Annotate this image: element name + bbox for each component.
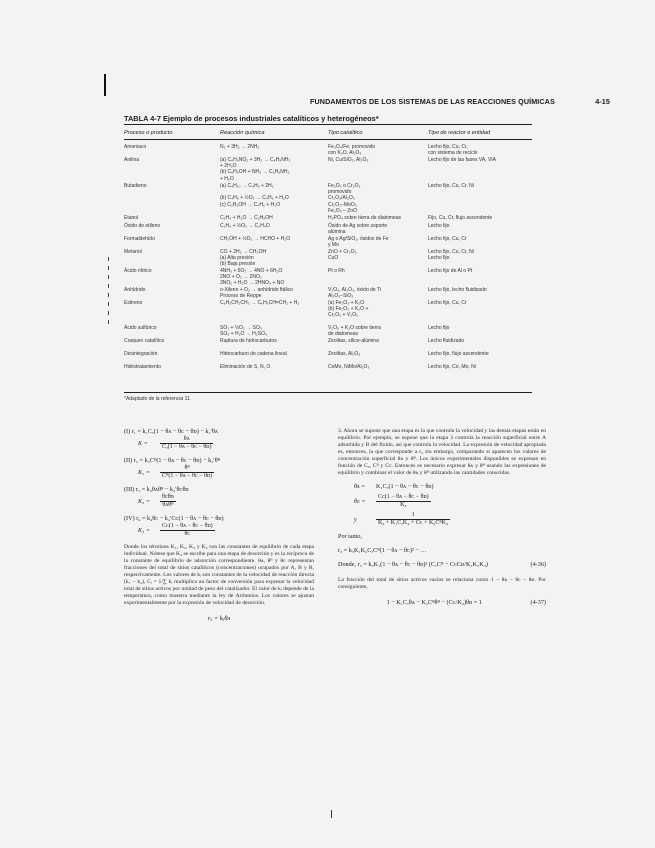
reaction-cell: SO₂ + ½O₂ → SO₃ SO₃ + H₂O → H₂SO₄ <box>220 325 267 338</box>
constant-lhs: K = <box>138 439 148 447</box>
donde-equation <box>338 561 546 569</box>
table-row <box>124 249 532 268</box>
equation-lhs: θᴄ = <box>354 497 366 505</box>
table-row <box>124 364 532 377</box>
catalyst-cell: Pt o Rh <box>328 268 345 274</box>
equation-line <box>354 483 546 491</box>
denominator: θᴀθᴮ <box>162 502 174 508</box>
equation-block <box>124 428 314 451</box>
table-row <box>124 236 532 249</box>
denominator: Cᴮ(1 − θᴀ − θᴄ − θᴅ) <box>162 473 213 479</box>
denominator: K₄ <box>400 502 407 508</box>
table-title: TABLA 4-7 Ejemplo de procesos industriales catalíticos y heterogéneos* <box>124 114 379 123</box>
catalyst-cell: Ag o Ag/SiO₂, óxidos de Fe y Mo <box>328 236 389 249</box>
catalyst-cell: Zeolitas, Al₂O₃ <box>328 351 361 357</box>
donde-equation-text: Donde, r₃ = k₃K₁(1 − θᴀ − θᴄ − θᴅ)² (CₐCᴮ − CᴄCᴅ/K₁K₂K₃) <box>338 561 488 568</box>
denominator: θᴄ <box>184 531 191 537</box>
equation-line <box>354 494 546 509</box>
reaction-cell: (a) C₆H₅NO₂ + 3H₂ → C₆H₅NH₂ + 2H₂O (b) C₆H₅OH + NH₃ → C₆H₅NH₂ + H₂O <box>220 157 291 182</box>
numerator: θᴀ <box>160 436 213 444</box>
equation-number-4-36: (4-36) <box>530 561 546 568</box>
margin-rule <box>104 74 106 96</box>
process-cell: Anhídrido <box>124 287 146 293</box>
reactor-cell: Lecho fijo, Cu, Cr, Ni <box>428 183 474 189</box>
table-row <box>124 325 532 338</box>
equation-list-left <box>124 428 314 538</box>
catalyst-cell: Óxido de Ag sobre soporte alúmina <box>328 223 388 236</box>
reactor-cell: Lecho fijo <box>428 325 450 331</box>
process-cell: Ácido sulfúrico <box>124 325 157 331</box>
fraction <box>160 436 213 451</box>
equation-lhs: (I) r₁ = <box>124 428 141 435</box>
process-cell: Butadieno <box>124 183 147 189</box>
equation-lhs: θᴀ = <box>354 483 366 490</box>
equation-constant <box>124 523 314 538</box>
process-cell: Formaldehído <box>124 236 155 242</box>
rate-r3-equation: r₃ = k₃K₁K₂CₐCᴮ(1 − θᴀ − θᴄ)² − … <box>338 547 427 554</box>
reaction-cell: N₂ + 3H₂ → 2NH₃ <box>220 144 260 150</box>
por-tanto-label: Por tanto, <box>338 533 363 540</box>
equation-lhs: (III) r₃ = <box>124 486 146 493</box>
table-row <box>124 215 532 223</box>
denominator: Cₐ(1 − θᴀ − θᴄ − θᴅ) <box>162 444 212 450</box>
equation-rate <box>124 457 314 465</box>
reactor-cell: Lecho fijo, Cu, Cr <box>428 236 467 242</box>
table-header-reaction: Reacción química <box>220 130 265 136</box>
equation-rate <box>124 515 314 523</box>
reaction-cell: o-Xileno + O₂ → anhídrido ftálico Proceso de Reppe <box>220 287 293 300</box>
equation-rhs: k₁Cₐ(1 − θᴀ − θᴄ − θᴅ) − k₁′θᴀ <box>142 428 219 435</box>
left-column <box>124 428 314 622</box>
right-column <box>338 428 546 607</box>
table-row <box>124 338 532 351</box>
process-cell: Ácido nítrico <box>124 268 152 274</box>
table-row <box>124 223 532 236</box>
process-cell: Desintegración <box>124 351 158 357</box>
reaction-cell: CH₃OH + ½O₂ → HCHO + H₂O <box>220 236 291 242</box>
running-head-title: FUNDAMENTOS DE LOS SISTEMAS DE LAS REACCIONES QUÍMICAS <box>310 97 555 106</box>
site-balance-text: 1 − K₁Cₐθᴀ − K₂Cᴮθᴮ − (Cᴄ/K₄)θᴅ = 1 <box>386 599 482 606</box>
table-row <box>124 351 532 364</box>
equation-lhs: (IV) r₄ = <box>124 515 146 522</box>
process-cell: Anilina <box>124 157 140 163</box>
reactor-cell: Lecho fijo de las fases VA, VIA <box>428 157 497 163</box>
table-bottom-rule <box>124 392 532 393</box>
reaction-cell: C₂H₄ + H₂O → C₂H₅OH <box>220 215 273 221</box>
equation-number-4-37: (4-37) <box>530 599 546 606</box>
process-cell: Amoniaco <box>124 144 147 150</box>
table-header-reactor: Tipo de reactor o entidad <box>428 130 491 136</box>
reactor-cell: Lecho fijo de Al o Pt <box>428 268 473 274</box>
table-row <box>124 144 532 157</box>
reactor-cell: Lecho fijo <box>428 223 450 229</box>
margin-marks <box>108 257 109 327</box>
equation-block <box>124 486 314 509</box>
equation-rate <box>124 428 314 436</box>
fraction <box>376 494 431 509</box>
process-cell: Óxido de etileno <box>124 223 161 229</box>
fraction <box>160 465 214 480</box>
catalyst-cell: Fe₂O₃ o Cr₂O₃ promovido Cr₂O₃/Al₂O₃ Cr₂O₃–MoO₃ Fe₂O₃ – ZnO <box>328 183 361 214</box>
equation-rhs: k₃θᴀθᴮ − k₃′θᴄθᴅ <box>146 486 189 493</box>
reactor-cell: Lecho fijo, lecho fluidizado <box>428 287 487 293</box>
fraction <box>376 512 450 527</box>
numerator: θᴄθᴅ <box>162 494 174 500</box>
catalyst-cell: ZnO + Cr₂O₃ CuO <box>328 249 357 262</box>
equation-constant <box>124 436 314 451</box>
page-number: 4-15 <box>595 97 610 106</box>
numerator: Cᴄ(1 − θᴀ − θᴄ − θᴅ) <box>378 494 429 500</box>
catalyst-cell: Fe₃O₄/Fe, promovido con K₂O, Al₂O₃ <box>328 144 376 157</box>
equation-rhs: K₁Cₐ(1 − θᴀ − θᴄ − θᴅ) <box>376 483 434 490</box>
table-header-catalyst: Tipo catalítico <box>328 130 363 136</box>
equation-constant <box>124 465 314 480</box>
numerator: θᴮ <box>160 465 214 473</box>
process-cell: Estireno <box>124 300 143 306</box>
denominator: K₄ + K₁CₐK₄ + Cᴄ + K₂CᴮK₄ <box>378 520 449 526</box>
constant-lhs: K₂ = <box>138 468 151 476</box>
process-cell: Hidrotratamiento <box>124 364 161 370</box>
equation-rate <box>124 486 314 494</box>
equation-list-right <box>338 483 546 527</box>
equation-constant <box>124 494 314 509</box>
equation-block <box>124 515 314 538</box>
reaction-cell: CO + 2H₂ → CH₃OH (a) Alta presión (b) Baja presión <box>220 249 267 268</box>
right-paragraph-2: La fracción del total de sitios activos vacíos se relaciona como 1 − θᴀ − θᴄ − θᴅ. Por consiguiente, <box>338 577 546 590</box>
catalyst-cell: Zeolitas, sílice-alúmina <box>328 338 379 344</box>
numerator: 1 <box>376 512 450 520</box>
process-cell: Metanol <box>124 249 142 255</box>
right-paragraph-1: 3. Ahora se supone que una etapa es la que controla la velocidad y las demás etapas están en equilibrio. Por ejemplo, se supone que la etapa 3 controla la reacción superficial entre A adsorbida y B del fluido, así que controla la velocidad. La expresión de velocidad apropiada es, entonces, la que corresponde a r₃ sin embargo, comparando si aparecen los valores de concentración superficial θᴀ y θᴮ. Los únicos experimentales disponibles se expresan en función de Cₐ, Cᴮ y Cᴄ. Entonces es necesario expresar θᴀ y θᴮ usando las expresiones de equilibrio y combinar el valor de θᴀ y θᴮ utilizando las cantidades conocidas. <box>338 428 546 476</box>
fraction <box>160 494 176 509</box>
equation-line <box>354 512 546 527</box>
catalytic-process-table <box>124 144 532 377</box>
table-row <box>124 287 532 300</box>
equation-lhs: y <box>354 515 357 523</box>
running-head <box>310 97 610 106</box>
site-balance-equation <box>338 599 546 607</box>
reaction-cell: Eliminación de S, N, O <box>220 364 271 370</box>
catalyst-cell: V₂O₅ + K₂O sobre tierra de diatomeas <box>328 325 381 338</box>
rate-equation: rₐ = kₐθᴀ <box>207 615 231 622</box>
reaction-cell: (a) C₄H₁₀ → C₄H₆ + 2H₂ (b) C₄H₈ + ½O₂ → C₄H₆ + H₂O (c) C₂H₅OH → C₄H₆ + H₂O <box>220 183 289 208</box>
process-cell: Etanol <box>124 215 139 221</box>
table-footnote: *Adaptado de la referencia 11. <box>124 396 192 402</box>
table-row <box>124 300 532 325</box>
numerator: Cᴄ(1 − θᴀ − θᴄ − θᴅ) <box>162 523 213 529</box>
table-top-rule <box>124 124 532 125</box>
column-divider <box>331 810 332 818</box>
catalyst-cell: (a) Fe₂O₃ + K₂O (b) Fe₂O₃ + K₂O + Cr₂O₃ + V₂O₅ <box>328 300 369 319</box>
table-row <box>124 268 532 287</box>
reaction-cell: Ruptura de hidrocarburos <box>220 338 277 344</box>
table-header-process: Proceso o producto <box>124 130 173 136</box>
reactor-cell: Lecho fijo, Co, Mo, Ni <box>428 364 476 370</box>
reactor-cell: Lecho fijo, Cu, Cr, con sistema de reciclo <box>428 144 478 157</box>
equation-rhs: k₄θᴄ − k₄′Cᴄ(1 − θᴀ − θᴄ − θᴅ) <box>147 515 224 522</box>
constant-lhs: K₄ = <box>138 526 151 534</box>
constant-lhs: K₃ = <box>138 497 151 505</box>
catalyst-cell: V₂O₅, Al₂O₃, óxido de Ti Al₂O₃–SiO₂ <box>328 287 381 300</box>
reactor-cell: Fijo, Cu, Cr, flujo ascendente <box>428 215 493 221</box>
fraction <box>160 523 215 538</box>
reaction-cell: 4NH₃ + 5O₂ → 4NO + 6H₂O 2NO + O₂ → 2NO₂ 3NO₂ + H₂O → 2HNO₃ + NO <box>220 268 285 287</box>
equation-lhs: (II) r₂ = <box>124 457 144 464</box>
table-row <box>124 183 532 215</box>
equation-block <box>124 457 314 480</box>
reactor-cell: Lecho fijo, flujo ascendente <box>428 351 489 357</box>
process-cell: Craqueo catalítico <box>124 338 165 344</box>
reaction-cell: Hidrocarburo de cadena lineal <box>220 351 287 357</box>
table-row <box>124 157 532 183</box>
left-paragraph: Donde los términos K₁, K₂, K₃ y K₄ son las constantes de equilibrio de cada etapa individual. Nótese que K₄ se escribe para una etapa de desorción y es la recíproca de la constante de equilibrio de adsorción correspondiente. θᴀ, θᴮ y θᴄ representan fracciones del total de sitios catalíticos (concentraciones) ocupados por A, B y R, respectivamente. Los valores de kᵢ son constantes de la velocidad de reacción directa (k₁ − k₄), Cᵢ = 1/∑ kᵢ multiplica un factor de conversión para expresar la velocidad total de sitios activos por unidad de peso del catalizador. El valor de kᵢ depende de la temperatura, como muestra mediante la ley de Arrhenius. Los valores se ajustan experimentalmente por la expresión de velocidad de desorción. <box>124 544 314 606</box>
table-header-rule <box>124 139 532 140</box>
reactor-cell: Lecho fluidizado <box>428 338 465 344</box>
catalyst-cell: H₃PO₄ sobre tierra de diatomeas <box>328 215 401 221</box>
equation-rhs: k₂Cᴮ(1 − θᴀ − θᴄ − θᴅ) − k₂′θᴮ <box>144 457 221 464</box>
reactor-cell: Lecho fijo, Cu, Cr, Ni Lecho fijo <box>428 249 474 262</box>
reactor-cell: Lecho fijo, Cu, Cr <box>428 300 467 306</box>
catalyst-cell: CoMo, NiMo/Al₂O₃ <box>328 364 370 370</box>
reaction-cell: C₆H₅CH₂CH₃ → C₆H₅CH=CH₂ + H₂ <box>220 300 300 306</box>
catalyst-cell: Ni, Cu/SiO₂, Al₂O₃ <box>328 157 369 163</box>
reaction-cell: C₂H₄ + ½O₂ → C₂H₄O <box>220 223 270 229</box>
